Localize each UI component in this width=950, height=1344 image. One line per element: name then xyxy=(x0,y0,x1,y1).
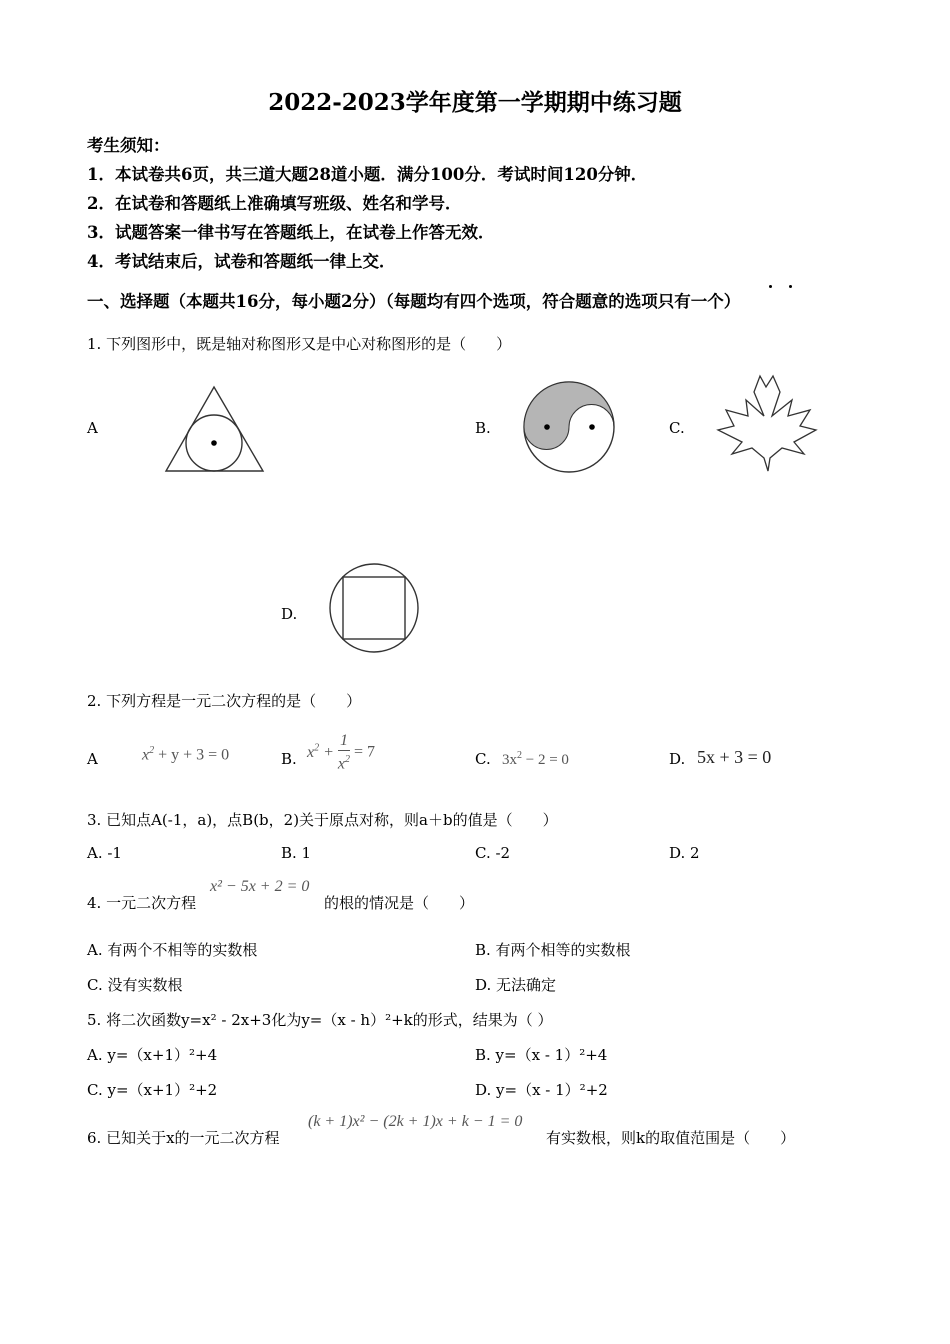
q3-option-c: C. -2 xyxy=(475,844,511,862)
q5-option-b: B. y=（x - 1）²+4 xyxy=(475,1046,608,1064)
fraction: $\frac{1}{x^2}$ xyxy=(337,732,351,773)
notice-item-4: 4．考试结束后，试卷和答题纸一律上交． xyxy=(87,252,396,271)
emphasis-dot xyxy=(789,285,792,288)
notice-item-3: 3．试题答案一律书写在答题纸上，在试卷上作答无效． xyxy=(87,223,495,242)
question-6-equation: (k + 1)x² − (2k + 1)x + k − 1 = 0 xyxy=(308,1113,523,1130)
q2-option-c-equation: $3x^2 - 2 = 0$ xyxy=(502,750,569,768)
section-heading: 一、选择题（本题共16分，每小题2分）（每题均有四个选项，符合题意的选项只有一个） xyxy=(87,292,741,311)
yin-yang-figure xyxy=(522,380,616,474)
q2-option-b-equation: $x^2$ + $\frac{1}{x^2}$ = 7 xyxy=(307,732,376,773)
notice-item-1: 1．本试卷共6页，共三道大题28道小题．满分100分．考试时间120分钟． xyxy=(87,165,648,184)
question-4-equation: x² − 5x + 2 = 0 xyxy=(210,878,310,895)
square-in-circle-figure xyxy=(326,560,422,656)
q5-option-a: A. y=（x+1）²+4 xyxy=(87,1046,218,1064)
question-4-suffix: 的根的情况是（ ） xyxy=(324,894,475,912)
q3-option-a: A. -1 xyxy=(87,844,122,862)
q3-option-d: D. 2 xyxy=(669,844,700,862)
question-4-prefix: 4. 一元二次方程 xyxy=(87,894,197,912)
question-1-stem: 1. 下列图形中，既是轴对称图形又是中心对称图形的是（ ） xyxy=(87,335,512,353)
q2-option-c-label: C. xyxy=(475,750,491,768)
question-5-stem: 5. 将二次函数y=x² - 2x+3化为y=（x - h）²+k的形式，结果为（ ） xyxy=(87,1011,553,1029)
q4-option-a: A. 有两个不相等的实数根 xyxy=(87,941,258,959)
question-2-stem: 2. 下列方程是一元二次方程的是（ ） xyxy=(87,692,362,710)
q4-option-b: B. 有两个相等的实数根 xyxy=(475,941,631,959)
question-6-prefix: 6. 已知关于x的一元二次方程 xyxy=(87,1129,280,1147)
q2-option-d-label: D. xyxy=(669,750,686,768)
q4-option-c: C. 没有实数根 xyxy=(87,976,183,994)
q5-option-d: D. y=（x - 1）²+2 xyxy=(475,1081,608,1099)
q1-option-d-label: D. xyxy=(281,605,298,623)
q1-option-c-label: C. xyxy=(669,419,685,437)
q2-option-d-equation: 5x + 3 = 0 xyxy=(697,747,772,767)
notice-item-2: 2．在试卷和答题纸上准确填写班级、姓名和学号． xyxy=(87,194,462,213)
maple-leaf-figure xyxy=(712,372,827,476)
triangle-incircle-figure xyxy=(160,382,270,477)
question-3-stem: 3. 已知点A(-1，a)，点B(b，2)关于原点对称，则a＋b的值是（ ） xyxy=(87,811,558,829)
q2-option-a-equation: $x^2 + y + 3 = 0$ xyxy=(142,745,230,764)
q1-option-a-label: A xyxy=(87,419,98,437)
q2-option-b-label: B. xyxy=(281,750,297,768)
q5-option-c: C. y=（x+1）²+2 xyxy=(87,1081,218,1099)
emphasis-dot xyxy=(769,285,772,288)
question-6-suffix: 有实数根，则k的取值范围是（ ） xyxy=(546,1129,796,1147)
notice-heading: 考生须知： xyxy=(87,136,170,155)
q1-option-b-label: B. xyxy=(475,419,491,437)
page-title: 2022-2023学年度第一学期期中练习题 xyxy=(268,89,682,116)
q4-option-d: D. 无法确定 xyxy=(475,976,557,994)
q2-option-a-label: A xyxy=(87,750,98,768)
q3-option-b: B. 1 xyxy=(281,844,312,862)
